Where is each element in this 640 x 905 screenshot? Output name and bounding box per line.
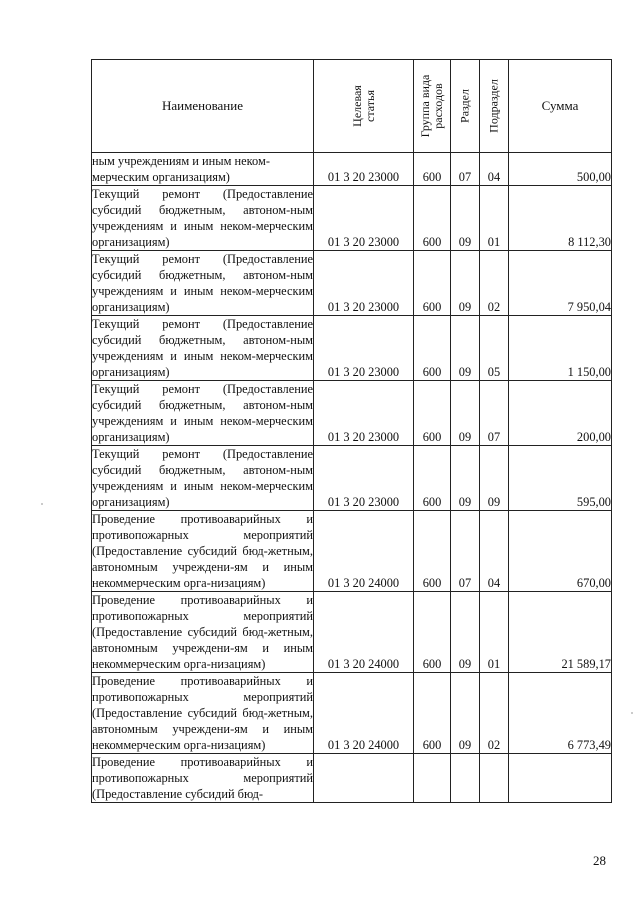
row-name: Текущий ремонт (Предоставление субсидий бюджетным, автоном-ным учреждениям и иным неком-мерческим организациям) xyxy=(92,252,313,314)
row-group: 600 xyxy=(414,673,451,754)
table-row xyxy=(92,754,612,803)
table-row xyxy=(92,316,612,381)
row-group: 600 xyxy=(414,446,451,511)
row-group: 600 xyxy=(414,153,451,186)
page-number: 28 xyxy=(593,853,606,868)
row-group: 600 xyxy=(414,592,451,673)
row-name: Проведение противоаварийных и противопожарных мероприятий (Предоставление субсидий бюд-жетным, автономным учреждени-ям и иным некоммерческим орга-низациям) xyxy=(92,674,313,752)
row-section: 09 xyxy=(451,186,480,251)
row-sum: 200,00 xyxy=(509,381,612,446)
table-row xyxy=(92,186,612,251)
header-sum: Сумма xyxy=(509,60,612,153)
row-group: 600 xyxy=(414,186,451,251)
row-name: Текущий ремонт (Предоставление субсидий бюджетным, автоном-ным учреждениям и иным неком-мерческим организациям) xyxy=(92,447,313,509)
row-name: Текущий ремонт (Предоставление субсидий бюджетным, автоном-ным учреждениям и иным неком-мерческим организациям) xyxy=(92,317,313,379)
row-subsection: 07 xyxy=(480,381,509,446)
row-section: 07 xyxy=(451,153,480,186)
row-subsection: 09 xyxy=(480,446,509,511)
table-header-row xyxy=(92,60,612,153)
row-sum xyxy=(509,754,612,803)
row-sum: 21 589,17 xyxy=(509,592,612,673)
row-group: 600 xyxy=(414,251,451,316)
header-expense-group-label: Группа вида расходов xyxy=(418,74,445,138)
row-name: Текущий ремонт (Предоставление субсидий бюджетным, автоном-ным учреждениям и иным неком-мерческим организациям) xyxy=(92,187,313,249)
row-target: 01 3 20 23000 xyxy=(314,186,414,251)
row-sum: 6 773,49 xyxy=(509,673,612,754)
row-sum: 670,00 xyxy=(509,511,612,592)
table-row xyxy=(92,381,612,446)
header-section xyxy=(451,60,480,153)
row-group: 600 xyxy=(414,511,451,592)
row-target: 01 3 20 24000 xyxy=(314,592,414,673)
row-target: 01 3 20 24000 xyxy=(314,511,414,592)
row-name: ным учреждениям и иным неком- мерческим организациям) xyxy=(92,153,314,186)
row-section xyxy=(451,754,480,803)
row-section: 09 xyxy=(451,592,480,673)
scan-speck xyxy=(631,712,633,714)
row-target: 01 3 20 23000 xyxy=(314,381,414,446)
row-sum: 8 112,30 xyxy=(509,186,612,251)
row-name: Проведение противоаварийных и противопожарных мероприятий (Предоставление субсидий бюд-жетным, автономным учреждени-ям и иным некоммерческим орга-низациям) xyxy=(92,593,313,671)
row-section: 09 xyxy=(451,446,480,511)
row-sum: 1 150,00 xyxy=(509,316,612,381)
header-name: Наименование xyxy=(92,60,314,153)
row-sum: 595,00 xyxy=(509,446,612,511)
row-target: 01 3 20 24000 xyxy=(314,673,414,754)
row-subsection: 01 xyxy=(480,186,509,251)
header-target-article-label: Целевая статья xyxy=(349,85,377,127)
row-name: Проведение противоаварийных и противопожарных мероприятий (Предоставление субсидий бюд-жетным, автономным учреждени-ям и иным некоммерческим орга-низациям) xyxy=(92,512,313,590)
table-row xyxy=(92,153,612,186)
row-subsection: 04 xyxy=(480,153,509,186)
row-section: 09 xyxy=(451,673,480,754)
header-expense-group xyxy=(414,60,451,153)
table-row xyxy=(92,446,612,511)
header-subsection-label: Подраздел xyxy=(486,79,501,133)
table-row xyxy=(92,592,612,673)
row-section: 09 xyxy=(451,381,480,446)
table-row xyxy=(92,511,612,592)
budget-table xyxy=(91,59,612,803)
row-name: Проведение противоаварийных и противопожарных мероприятий (Предоставление субсидий бюд- xyxy=(92,755,313,801)
row-name: Текущий ремонт (Предоставление субсидий бюджетным, автоном-ным учреждениям и иным неком-мерческим организациям) xyxy=(92,382,313,444)
row-section: 07 xyxy=(451,511,480,592)
row-target: 01 3 20 23000 xyxy=(314,153,414,186)
row-group xyxy=(414,754,451,803)
row-subsection: 05 xyxy=(480,316,509,381)
row-section: 09 xyxy=(451,316,480,381)
table-row xyxy=(92,673,612,754)
row-target xyxy=(314,754,414,803)
table-row xyxy=(92,251,612,316)
row-subsection: 04 xyxy=(480,511,509,592)
scan-speck xyxy=(41,503,43,505)
row-sum: 500,00 xyxy=(509,153,612,186)
row-target: 01 3 20 23000 xyxy=(314,446,414,511)
row-subsection: 02 xyxy=(480,673,509,754)
header-section-label: Раздел xyxy=(457,89,472,123)
row-sum: 7 950,04 xyxy=(509,251,612,316)
row-target: 01 3 20 23000 xyxy=(314,251,414,316)
header-target-article xyxy=(314,60,414,153)
header-subsection xyxy=(480,60,509,153)
row-section: 09 xyxy=(451,251,480,316)
row-subsection: 01 xyxy=(480,592,509,673)
row-subsection: 02 xyxy=(480,251,509,316)
row-subsection xyxy=(480,754,509,803)
row-group: 600 xyxy=(414,316,451,381)
row-target: 01 3 20 23000 xyxy=(314,316,414,381)
row-group: 600 xyxy=(414,381,451,446)
